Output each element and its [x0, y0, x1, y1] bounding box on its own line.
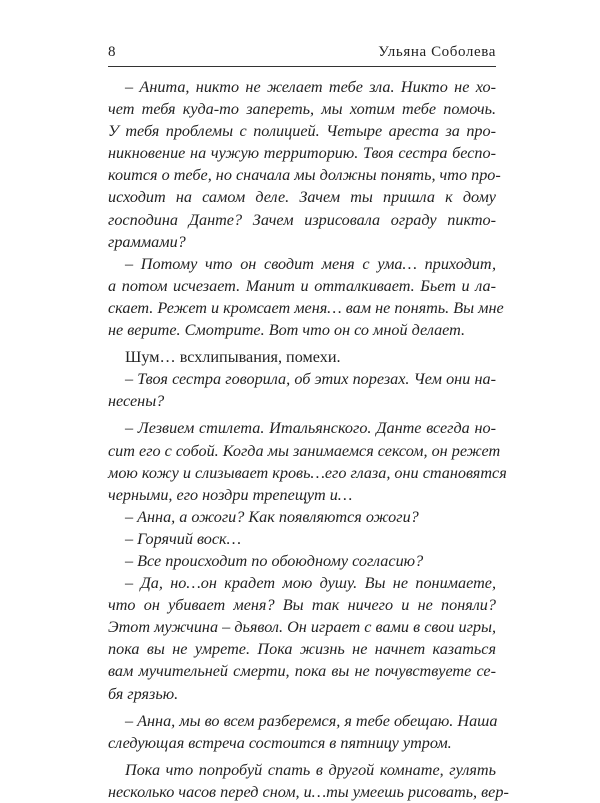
- page-number: 8: [108, 44, 116, 60]
- text-line: Этот мужчина – дьявол. Он играет с вами в свои игры,: [108, 618, 496, 637]
- text-line: – Лезвием стилета. Итальянского. Данте всегда но-: [125, 419, 496, 438]
- text-line: исходит на самом деле. Зачем ты пришла к дому: [108, 188, 496, 207]
- text-line: вам мучительней смерти, пока вы не почувствуете се-: [108, 662, 496, 681]
- text-line: – Анна, мы во всем разберемся, я тебе обещаю. Наша: [125, 711, 498, 730]
- text-line: – Горячий воск…: [125, 529, 242, 548]
- text-line: Пока что попробуй спать в другой комнате, гулять: [125, 760, 496, 779]
- text-line: мою кожу и слизывает кровь…его глаза, они становятся: [108, 463, 507, 482]
- text-line: – Все происходит по обоюдному согласию?: [125, 551, 424, 570]
- text-line: черными, его ноздри трепещут и…: [108, 485, 353, 504]
- text-line: господина Данте? Зачем изрисовала ограду пикто-: [108, 210, 496, 229]
- text-line: скает. Режет и кромсает меня… вам не понять. Вы мне: [108, 298, 504, 317]
- body-text: [108, 76, 509, 803]
- text-line: чет тебя куда-то запереть, мы хотим тебе помочь.: [108, 100, 496, 119]
- text-line: У тебя проблемы с полицией. Четыре ареста за про-: [108, 122, 496, 141]
- text-line: – Анна, а ожоги? Как появляются ожоги?: [125, 507, 419, 526]
- text-line: – Да, но…он крадет мою душу. Вы не понимаете,: [125, 574, 496, 593]
- text-line: сит его с собой. Когда мы занимаемся сексом, он режет: [108, 441, 501, 460]
- text-line: – Потому что он сводит меня с ума… приходит,: [125, 254, 496, 273]
- text-line: не верите. Смотрите. Вот что он со мной делает.: [108, 321, 466, 340]
- text-line: никновение на чужую территорию. Твоя сестра беспо-: [108, 144, 496, 163]
- text-line: Шум… всхлипывания, помехи.: [125, 348, 341, 367]
- text-line: – Анита, никто не желает тебе зла. Никто не хо-: [125, 78, 496, 96]
- text-line: граммами?: [108, 232, 186, 251]
- text-line: коится о тебе, но сначала мы должны понять, что про-: [108, 166, 501, 185]
- text-line: что он убивает меня? Вы так ничего и не поняли?: [108, 596, 496, 615]
- text-line: бя грязью.: [108, 684, 179, 703]
- running-header: [108, 42, 496, 67]
- text-line: – Твоя сестра говорила, об этих порезах. Чем они на-: [125, 370, 496, 389]
- text-line: несены?: [108, 392, 165, 411]
- text-line: несколько часов перед сном, и…ты умеешь рисовать, вер-: [108, 782, 509, 801]
- running-title: Ульяна Соболева: [378, 44, 496, 60]
- text-line: следующая встреча состоится в пятницу утром.: [108, 733, 452, 752]
- text-line: а потом исчезает. Манит и отталкивает. Бьет и ла-: [108, 276, 496, 295]
- text-line: пока вы не умрете. Пока жизнь не начнет казаться: [108, 640, 496, 659]
